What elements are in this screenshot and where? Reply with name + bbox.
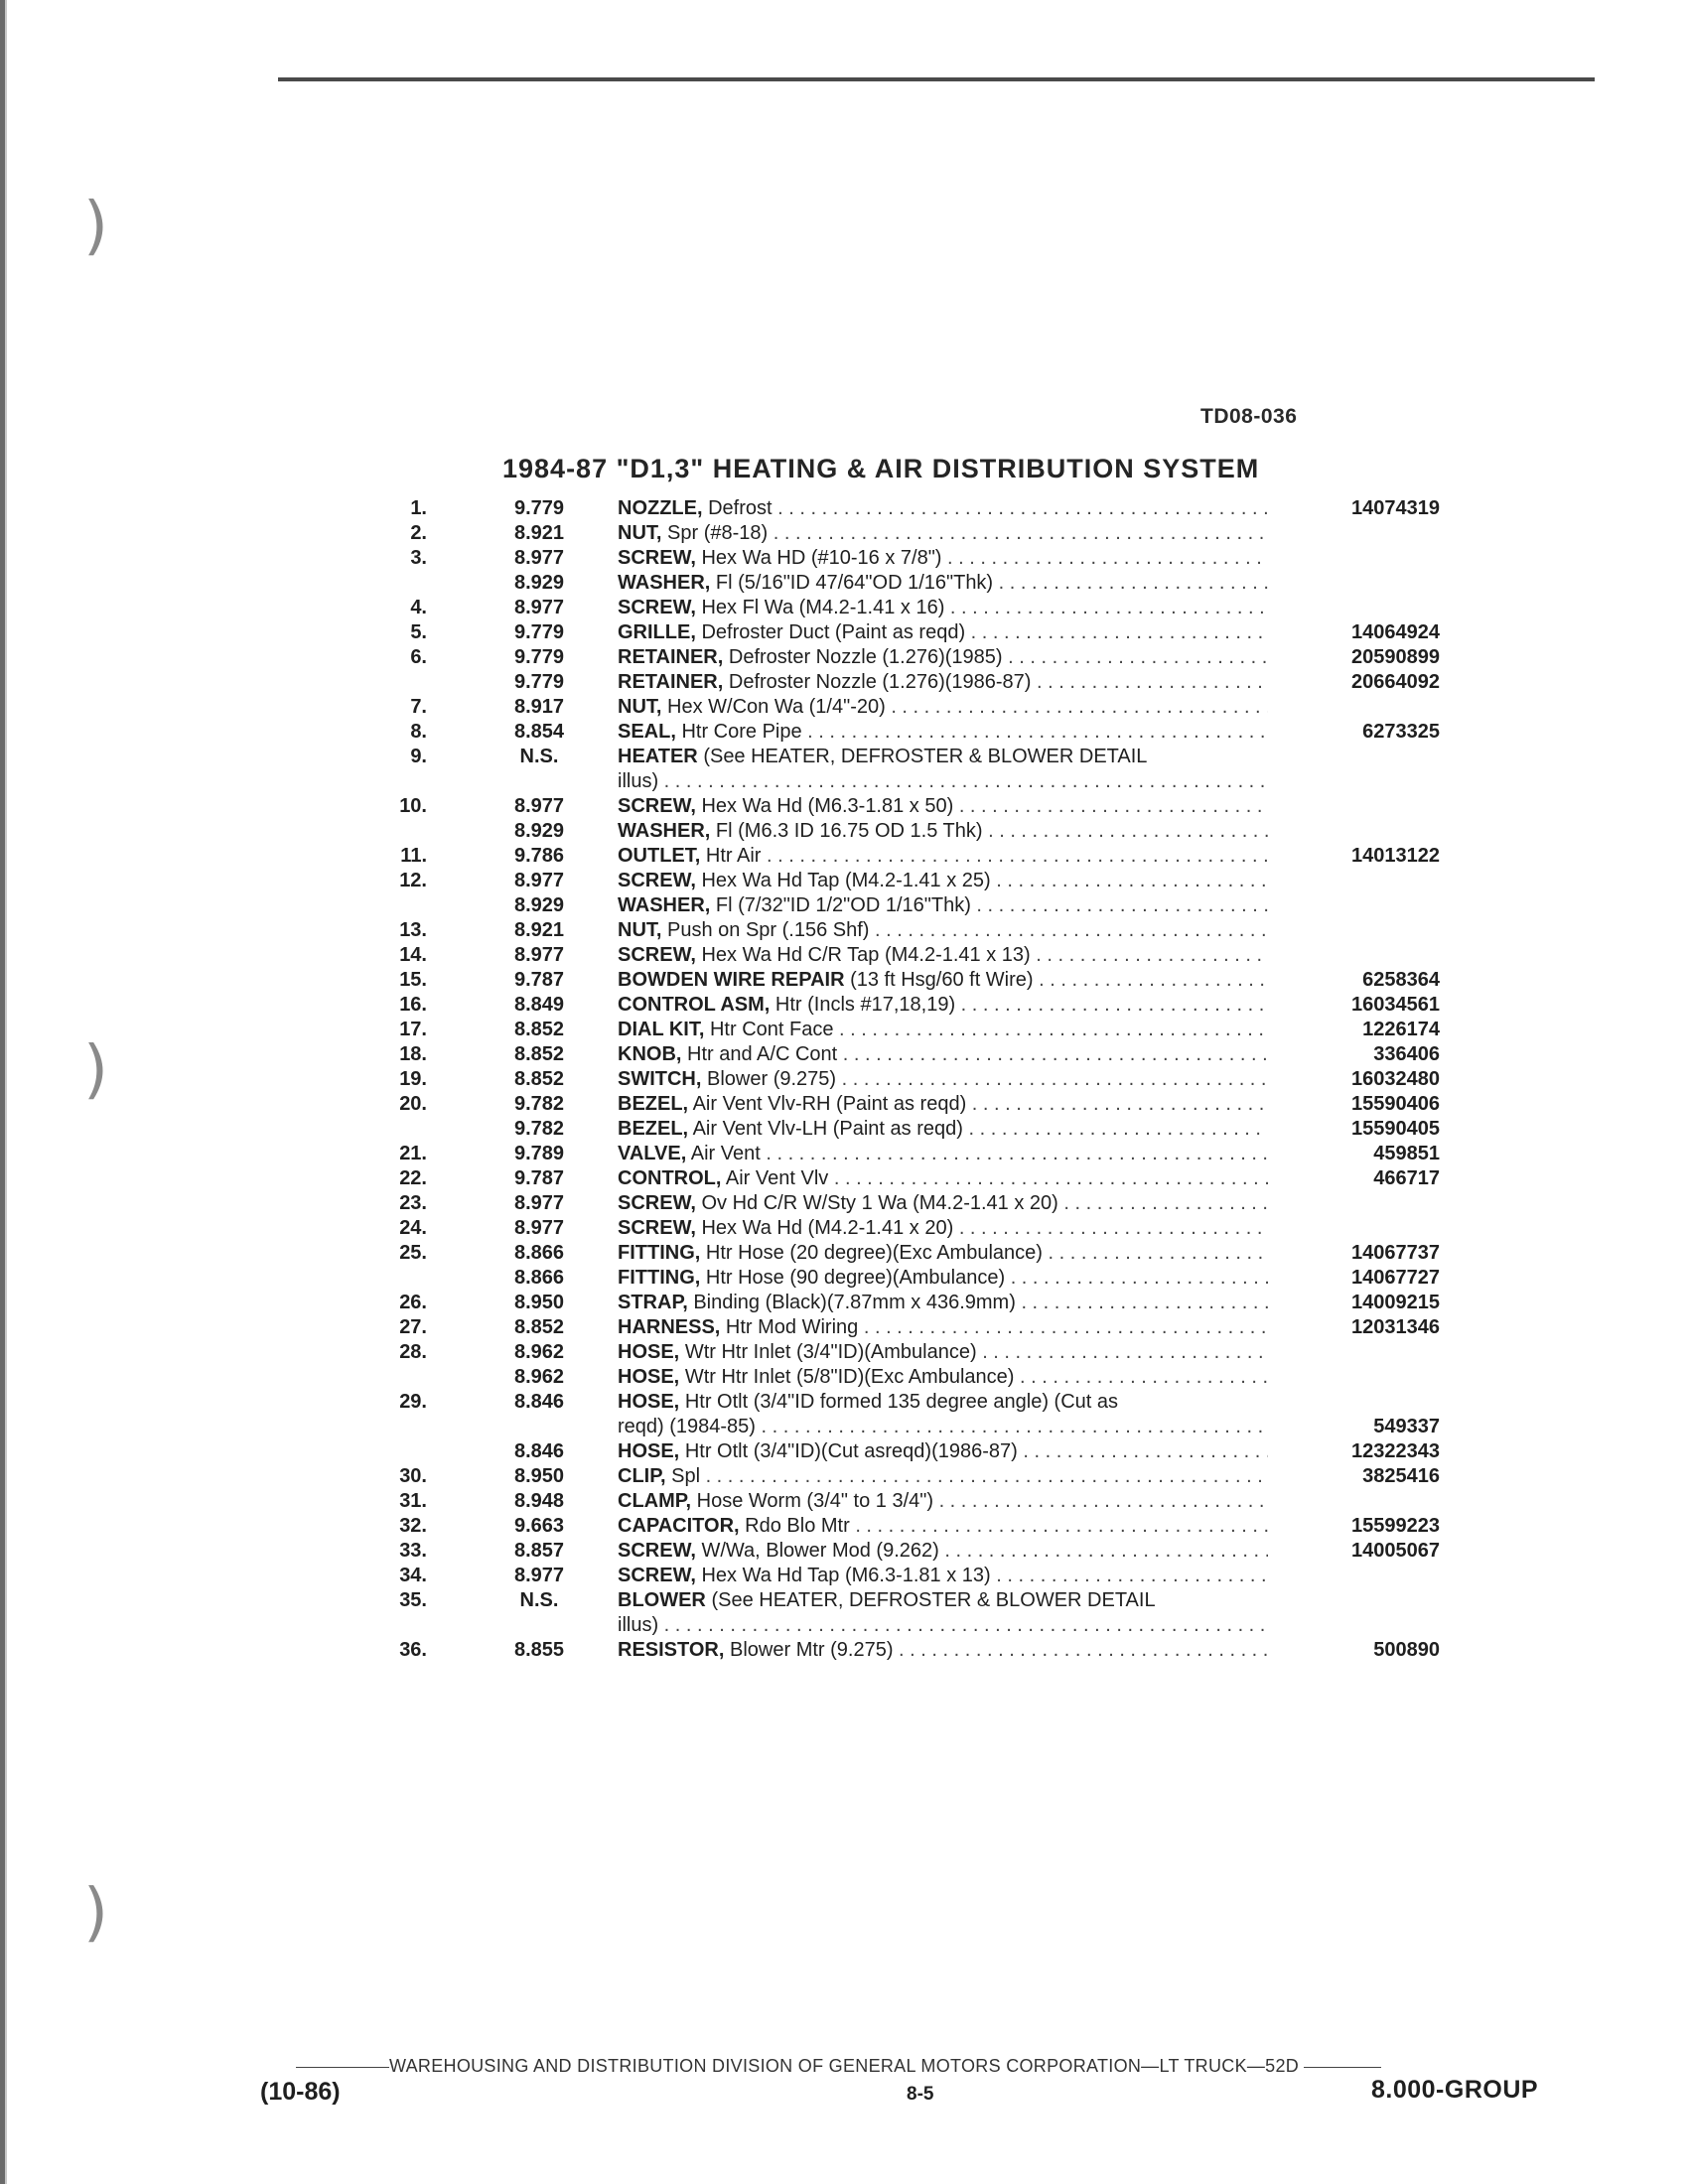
part-name: SCREW, (618, 1192, 696, 1214)
parts-row (367, 670, 1440, 695)
group-code: 9.786 (513, 845, 565, 867)
part-description (618, 620, 1268, 645)
part-detail: Htr Otlt (3/4"ID)(Cut asreqd)(1986-87) (684, 1440, 1018, 1462)
part-name: RETAINER, (618, 671, 724, 693)
part-name: FITTING, (618, 1242, 701, 1264)
item-number: 25. (399, 1242, 427, 1264)
item-number: 17. (399, 1019, 427, 1040)
parts-row (367, 596, 1440, 620)
part-detail: Ov Hd C/R W/Sty 1 Wa (M4.2-1.41 x 20) (701, 1192, 1058, 1214)
part-detail: Htr Hose (90 degree)(Ambulance) (705, 1267, 1006, 1289)
part-description (618, 1266, 1268, 1291)
item-number: 1. (410, 497, 427, 519)
part-description (618, 1638, 1268, 1663)
part-description (618, 844, 1268, 869)
part-number: 6258364 (1362, 969, 1440, 991)
item-number: 35. (399, 1589, 427, 1611)
group-code: 8.866 (513, 1242, 565, 1264)
group-code: 8.977 (513, 597, 565, 618)
item-number: 6. (410, 646, 427, 668)
group-code: 9.663 (513, 1515, 565, 1537)
part-name: CONTROL ASM, (618, 994, 771, 1016)
part-detail: Htr Hose (20 degree)(Exc Ambulance) (705, 1242, 1043, 1264)
group-code: 9.787 (513, 1167, 565, 1189)
item-number: 28. (399, 1341, 427, 1363)
item-number: 9. (410, 746, 427, 767)
group-code: 8.977 (513, 870, 565, 891)
part-number: 500890 (1373, 1639, 1440, 1661)
part-number: 14067727 (1351, 1267, 1440, 1289)
part-description (618, 1241, 1268, 1266)
part-detail: Spl (671, 1465, 701, 1487)
group-code: 8.852 (513, 1068, 565, 1090)
part-detail: Hex Wa Hd Tap (M6.3-1.81 x 13) (701, 1565, 991, 1586)
group-code: 9.787 (513, 969, 565, 991)
binder-hole-mark: ) (83, 1033, 108, 1107)
footer-rule-left (296, 2067, 389, 2068)
part-description (618, 1191, 1268, 1216)
group-code: 9.789 (513, 1143, 565, 1164)
binder-hole-mark: ) (83, 190, 108, 263)
part-description (618, 819, 1268, 844)
part-detail: Defroster Duct (Paint as reqd) (701, 621, 966, 643)
part-description (618, 1092, 1268, 1117)
item-number: 11. (400, 845, 427, 867)
part-number: 15599223 (1351, 1515, 1440, 1537)
item-number: 30. (399, 1465, 427, 1487)
part-description (618, 546, 1268, 571)
parts-row (367, 1092, 1440, 1117)
part-description (618, 794, 1268, 819)
parts-row (367, 1142, 1440, 1166)
part-number: 14005067 (1351, 1540, 1440, 1562)
group-code: 9.779 (513, 621, 565, 643)
part-detail: Rdo Blo Mtr (745, 1515, 850, 1537)
part-name: HOSE, (618, 1440, 680, 1462)
part-number: 20590899 (1351, 646, 1440, 668)
part-description (618, 1315, 1268, 1340)
group-code: 8.948 (513, 1490, 565, 1512)
part-description (618, 1514, 1268, 1539)
part-detail: Blower Mtr (9.275) (730, 1639, 894, 1661)
part-description (618, 1067, 1268, 1092)
parts-row (367, 1067, 1440, 1092)
part-name: CLAMP, (618, 1490, 692, 1512)
part-detail: Blower (9.275) (707, 1068, 837, 1090)
part-detail: Air Vent Vlv-LH (Paint as reqd) (692, 1118, 963, 1140)
part-name: NUT, (618, 696, 662, 718)
part-number: 14064924 (1351, 621, 1440, 643)
part-number: 12031346 (1351, 1316, 1440, 1338)
parts-row (367, 819, 1440, 844)
part-detail: Hex W/Con Wa (1/4"-20) (667, 696, 886, 718)
part-description (618, 1042, 1268, 1067)
part-description (618, 993, 1268, 1018)
part-description (618, 1390, 1268, 1415)
part-name: RETAINER, (618, 646, 724, 668)
parts-row (367, 844, 1440, 869)
part-number: 15590406 (1351, 1093, 1440, 1115)
group-code: 8.849 (513, 994, 565, 1016)
part-detail: Fl (7/32"ID 1/2"OD 1/16"Thk) (715, 894, 971, 916)
group-code: 8.977 (513, 944, 565, 966)
part-name: VALVE, (618, 1143, 687, 1164)
item-number: 23. (399, 1192, 427, 1214)
group-code: 8.929 (513, 572, 565, 594)
parts-row (367, 546, 1440, 571)
parts-row (367, 571, 1440, 596)
group-code: 8.950 (513, 1465, 565, 1487)
page-number: 8-5 (907, 2084, 934, 2105)
item-number: 16. (399, 994, 427, 1016)
item-number: 34. (399, 1565, 427, 1586)
group-code: 9.782 (513, 1118, 565, 1140)
part-name: WASHER, (618, 894, 711, 916)
parts-row (367, 1291, 1440, 1315)
part-description (618, 1117, 1268, 1142)
item-number: 4. (410, 597, 427, 618)
part-description (618, 496, 1268, 521)
parts-row (367, 1191, 1440, 1216)
part-name: WASHER, (618, 572, 711, 594)
part-detail: Wtr Htr Inlet (3/4"ID)(Ambulance) (684, 1341, 977, 1363)
group-code: 8.921 (513, 919, 565, 941)
item-number: 19. (399, 1068, 427, 1090)
parts-row (367, 620, 1440, 645)
part-detail: Hex Wa Hd (M6.3-1.81 x 50) (701, 795, 954, 817)
item-number: 14. (399, 944, 427, 966)
part-detail: Push on Spr (.156 Shf) (667, 919, 870, 941)
parts-row (367, 1439, 1440, 1464)
parts-row (367, 496, 1440, 521)
item-number: 36. (399, 1639, 427, 1661)
part-name: SCREW, (618, 795, 696, 817)
item-number: 13. (399, 919, 427, 941)
group-code: 8.846 (513, 1440, 565, 1462)
parts-row (367, 1216, 1440, 1241)
item-number: 27. (399, 1316, 427, 1338)
part-number: 14067737 (1351, 1242, 1440, 1264)
group-code: 8.852 (513, 1316, 565, 1338)
part-detail: W/Wa, Blower Mod (9.262) (701, 1540, 939, 1562)
part-detail: Spr (#8-18) (667, 522, 769, 544)
part-detail: Htr and A/C Cont (687, 1043, 838, 1065)
item-number: 12. (399, 870, 427, 891)
part-description (618, 1166, 1268, 1191)
part-number: 15590405 (1351, 1118, 1440, 1140)
part-description (618, 1439, 1268, 1464)
part-name: NUT, (618, 522, 662, 544)
part-description (618, 1291, 1268, 1315)
part-number: 549337 (1373, 1416, 1440, 1437)
group-code: 8.921 (513, 522, 565, 544)
part-detail: Air Vent Vlv-RH (Paint as reqd) (692, 1093, 967, 1115)
part-name: STRAP, (618, 1292, 688, 1313)
part-name: SWITCH, (618, 1068, 702, 1090)
parts-row (367, 1588, 1440, 1638)
footer-division-text: WAREHOUSING AND DISTRIBUTION DIVISION OF GENERAL MOTORS CORPORATION—LT TRUCK—52D (389, 2056, 1300, 2076)
item-number: 7. (410, 696, 427, 718)
part-name: BLOWER (618, 1589, 706, 1611)
group-code: 8.929 (513, 820, 565, 842)
part-detail: Hex Wa Hd (M4.2-1.41 x 20) (701, 1217, 954, 1239)
parts-row (367, 1241, 1440, 1266)
part-number: 14074319 (1351, 497, 1440, 519)
group-code: 8.950 (513, 1292, 565, 1313)
item-number: 26. (399, 1292, 427, 1313)
parts-row (367, 943, 1440, 968)
part-description (618, 918, 1268, 943)
part-name: SCREW, (618, 597, 696, 618)
parts-row (367, 1018, 1440, 1042)
group-code: 8.854 (513, 721, 565, 743)
part-number: 12322343 (1351, 1440, 1440, 1462)
group-code: 8.857 (513, 1540, 565, 1562)
item-number: 33. (399, 1540, 427, 1562)
part-detail: Defrost (708, 497, 773, 519)
group-code: 9.779 (513, 671, 565, 693)
part-detail: Fl (M6.3 ID 16.75 OD 1.5 Thk) (715, 820, 983, 842)
parts-list (367, 496, 1440, 1663)
parts-row (367, 918, 1440, 943)
part-detail: Htr (Incls #17,18,19) (774, 994, 956, 1016)
part-description (618, 745, 1268, 769)
part-description (618, 521, 1268, 546)
part-name: HEATER (618, 746, 698, 767)
part-name: HOSE, (618, 1341, 680, 1363)
group-code: N.S. (519, 746, 559, 767)
parts-row (367, 1166, 1440, 1191)
part-number: 20664092 (1351, 671, 1440, 693)
parts-row (367, 720, 1440, 745)
part-description (618, 1142, 1268, 1166)
parts-row (367, 1266, 1440, 1291)
parts-row (367, 1489, 1440, 1514)
group-number: 8.000-GROUP (1371, 2076, 1539, 2104)
item-number: 3. (410, 547, 427, 569)
part-detail: Wtr Htr Inlet (5/8"ID)(Exc Ambulance) (684, 1366, 1015, 1388)
group-code: 8.977 (513, 1217, 565, 1239)
part-name: WASHER, (618, 820, 711, 842)
item-number: 32. (399, 1515, 427, 1537)
part-name: BEZEL, (618, 1118, 689, 1140)
part-number: 1226174 (1362, 1019, 1440, 1040)
binder-edge-shadow (5, 0, 7, 2184)
part-name: HOSE, (618, 1391, 680, 1413)
part-name: CONTROL, (618, 1167, 722, 1189)
parts-row (367, 695, 1440, 720)
revision-date: (10-86) (260, 2078, 341, 2106)
parts-row (367, 1464, 1440, 1489)
parts-row (367, 1315, 1440, 1340)
part-name: NUT, (618, 919, 662, 941)
part-detail: Hex Wa Hd Tap (M4.2-1.41 x 25) (701, 870, 991, 891)
part-description (618, 1365, 1268, 1390)
part-name: NOZZLE, (618, 497, 703, 519)
part-detail: Fl (5/16"ID 47/64"OD 1/16"Thk) (715, 572, 994, 594)
parts-row (367, 1390, 1440, 1439)
footer-rule-right (1304, 2067, 1381, 2068)
part-number: 336406 (1373, 1043, 1440, 1065)
part-description (618, 571, 1268, 596)
part-description (618, 1216, 1268, 1241)
part-name: HOSE, (618, 1366, 680, 1388)
parts-row (367, 1514, 1440, 1539)
item-number: 8. (410, 721, 427, 743)
part-detail: Htr Core Pipe (681, 721, 802, 743)
item-number: 22. (399, 1167, 427, 1189)
parts-row (367, 1539, 1440, 1564)
part-number: 14009215 (1351, 1292, 1440, 1313)
group-code: 8.917 (513, 696, 565, 718)
part-name: DIAL KIT, (618, 1019, 705, 1040)
group-code: 8.962 (513, 1341, 565, 1363)
part-description (618, 1018, 1268, 1042)
parts-row (367, 893, 1440, 918)
part-name: RESISTOR, (618, 1639, 725, 1661)
parts-row (367, 869, 1440, 893)
item-number: 5. (410, 621, 427, 643)
part-name: CLIP, (618, 1465, 666, 1487)
part-description (618, 1464, 1268, 1489)
part-description (618, 1588, 1268, 1613)
part-detail: Htr Mod Wiring (725, 1316, 859, 1338)
parts-row (367, 1117, 1440, 1142)
item-number: 15. (399, 969, 427, 991)
part-description (618, 1564, 1268, 1588)
item-number: 31. (399, 1490, 427, 1512)
part-name: FITTING, (618, 1267, 701, 1289)
part-detail: Air Vent Vlv (725, 1167, 829, 1189)
group-code: 8.977 (513, 1565, 565, 1586)
part-name: HARNESS, (618, 1316, 721, 1338)
part-description (618, 695, 1268, 720)
part-detail: Air Vent (690, 1143, 761, 1164)
part-name: SEAL, (618, 721, 676, 743)
part-number: 459851 (1373, 1143, 1440, 1164)
part-description (618, 1539, 1268, 1564)
group-code: 8.977 (513, 795, 565, 817)
part-description (618, 596, 1268, 620)
part-number: 3825416 (1362, 1465, 1440, 1487)
part-detail: Hex Wa HD (#10-16 x 7/8") (701, 547, 942, 569)
group-code: 8.855 (513, 1639, 565, 1661)
item-number: 18. (399, 1043, 427, 1065)
parts-row (367, 1365, 1440, 1390)
group-code: 8.852 (513, 1043, 565, 1065)
part-detail: Hex Fl Wa (M4.2-1.41 x 16) (701, 597, 945, 618)
parts-row (367, 968, 1440, 993)
group-code: 8.866 (513, 1267, 565, 1289)
part-detail: (See HEATER, DEFROSTER & BLOWER DETAIL (711, 1589, 1156, 1611)
part-description (618, 869, 1268, 893)
item-number: 21. (399, 1143, 427, 1164)
parts-row (367, 794, 1440, 819)
part-detail: (See HEATER, DEFROSTER & BLOWER DETAIL (703, 746, 1148, 767)
part-detail: Htr Otlt (3/4"ID formed 135 degree angle) (Cut as (684, 1391, 1118, 1413)
page-title: 1984-87 "D1,3" HEATING & AIR DISTRIBUTION SYSTEM (502, 454, 1260, 483)
part-detail: Htr Air (705, 845, 762, 867)
part-number: 16032480 (1351, 1068, 1440, 1090)
parts-row (367, 521, 1440, 546)
part-description (618, 720, 1268, 745)
part-description (618, 670, 1268, 695)
item-number: 24. (399, 1217, 427, 1239)
part-description (618, 1340, 1268, 1365)
part-detail: Binding (Black)(7.87mm x 436.9mm) (693, 1292, 1016, 1313)
part-description (618, 968, 1268, 993)
item-number: 10. (399, 795, 427, 817)
part-detail: Defroster Nozzle (1.276)(1986-87) (728, 671, 1032, 693)
part-name: SCREW, (618, 1540, 696, 1562)
group-code: 8.977 (513, 547, 565, 569)
part-detail: Htr Cont Face (709, 1019, 834, 1040)
binder-hole-mark: ) (83, 1876, 108, 1950)
part-description-continued: illus) . . . (618, 1613, 1268, 1638)
item-number: 2. (410, 522, 427, 544)
group-code: N.S. (519, 1589, 559, 1611)
part-name: SCREW, (618, 547, 696, 569)
part-detail: Defroster Nozzle (1.276)(1985) (728, 646, 1003, 668)
top-rule (278, 77, 1595, 81)
part-name: SCREW, (618, 1565, 696, 1586)
group-code: 8.977 (513, 1192, 565, 1214)
part-name: SCREW, (618, 870, 696, 891)
part-description (618, 645, 1268, 670)
part-description-continued: illus) . . . (618, 769, 1268, 794)
part-number: 16034561 (1351, 994, 1440, 1016)
part-description-continued: reqd) (1984-85) . . . (618, 1415, 1268, 1439)
part-name: SCREW, (618, 1217, 696, 1239)
part-name: KNOB, (618, 1043, 682, 1065)
part-name: SCREW, (618, 944, 696, 966)
parts-row (367, 1042, 1440, 1067)
part-name: GRILLE, (618, 621, 696, 643)
parts-row (367, 745, 1440, 794)
group-code: 8.962 (513, 1366, 565, 1388)
part-name: CAPACITOR, (618, 1515, 740, 1537)
part-name: BOWDEN WIRE REPAIR (618, 969, 845, 991)
part-name: BEZEL, (618, 1093, 689, 1115)
group-code: 8.929 (513, 894, 565, 916)
group-code: 9.782 (513, 1093, 565, 1115)
part-number: 6273325 (1362, 721, 1440, 743)
item-number: 29. (399, 1391, 427, 1413)
group-code: 9.779 (513, 646, 565, 668)
group-code: 9.779 (513, 497, 565, 519)
parts-row (367, 1340, 1440, 1365)
part-detail: Hose Worm (3/4" to 1 3/4") (696, 1490, 934, 1512)
part-detail: Hex Wa Hd C/R Tap (M4.2-1.41 x 13) (701, 944, 1031, 966)
part-description (618, 943, 1268, 968)
part-description (618, 1489, 1268, 1514)
footer-division (296, 2056, 1567, 2077)
part-number: 466717 (1373, 1167, 1440, 1189)
item-number: 20. (399, 1093, 427, 1115)
parts-row (367, 1564, 1440, 1588)
part-number: 14013122 (1351, 845, 1440, 867)
group-code: 8.846 (513, 1391, 565, 1413)
part-name: OUTLET, (618, 845, 701, 867)
parts-row (367, 1638, 1440, 1663)
parts-row (367, 645, 1440, 670)
part-detail: (13 ft Hsg/60 ft Wire) (850, 969, 1034, 991)
document-code: TD08-036 (1200, 405, 1298, 428)
parts-row (367, 993, 1440, 1018)
part-description (618, 893, 1268, 918)
group-code: 8.852 (513, 1019, 565, 1040)
